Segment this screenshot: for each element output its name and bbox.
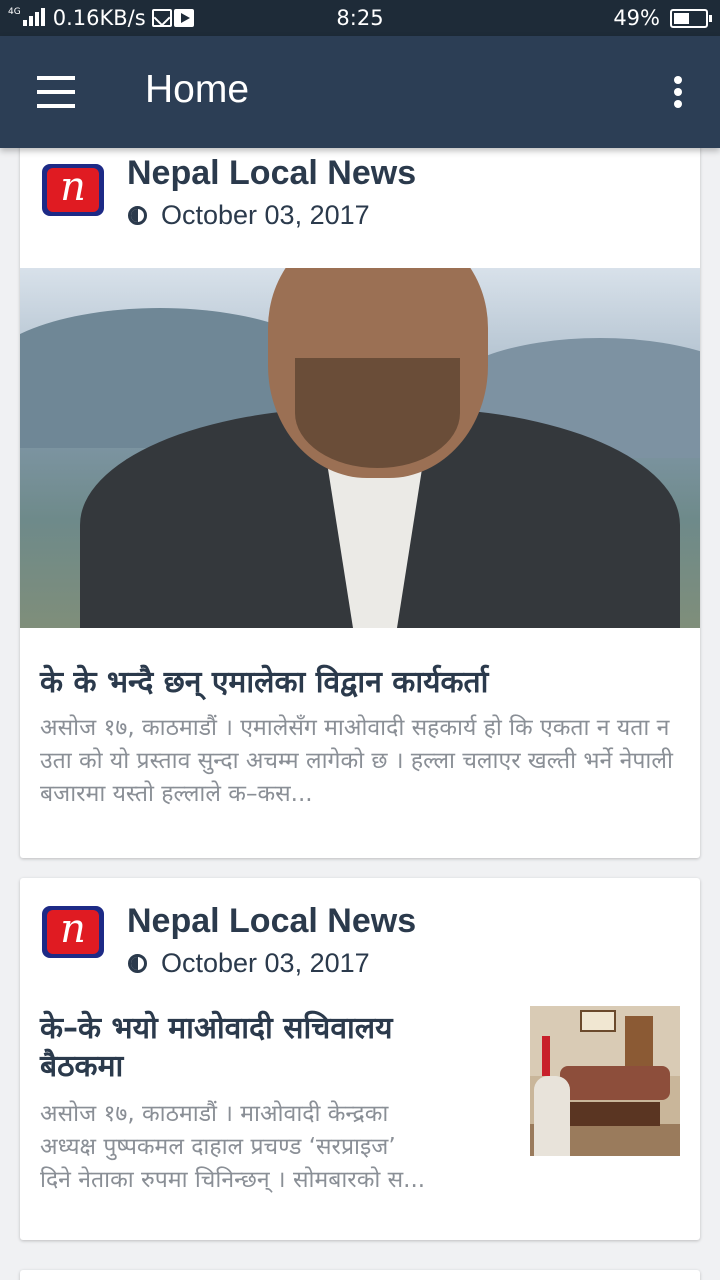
app-bar bbox=[0, 36, 720, 148]
thumb-sofa bbox=[560, 1066, 670, 1100]
status-bar bbox=[0, 0, 720, 36]
more-vertical-icon[interactable] bbox=[658, 66, 698, 118]
clock: 8:25 bbox=[336, 6, 384, 30]
battery-fill bbox=[674, 13, 689, 24]
article-thumbnail[interactable] bbox=[530, 1006, 680, 1156]
hero-beard bbox=[295, 358, 460, 468]
source-logo-icon bbox=[42, 906, 104, 958]
excerpt-line: अध्यक्ष पुष्पकमल दाहाल प्रचण्ड ‘सरप्राइज’ bbox=[40, 1134, 396, 1160]
clock-icon bbox=[128, 206, 147, 225]
article-headline[interactable] bbox=[40, 1010, 393, 1086]
page-title: Home bbox=[145, 68, 250, 111]
source-name[interactable]: Nepal Local News bbox=[127, 902, 417, 940]
article-headline[interactable]: के के भन्दै छन् एमालेका विद्वान कार्यकर्ता bbox=[40, 665, 489, 700]
headline-line: के–के भयो माओवादी सचिवालय bbox=[40, 1011, 393, 1046]
date-row bbox=[128, 200, 370, 231]
headline-line: बैठकमा bbox=[40, 1049, 124, 1084]
date-row bbox=[128, 948, 370, 979]
post-date: October 03, 2017 bbox=[161, 948, 370, 978]
article-excerpt: असोज १७, काठमाडौं । एमालेसँग माओवादी सहकार्य हो कि एकता न यता न उता को यो प्रस्ताव सुन्दा अचम्म लागेको छ । हल्ला चलाएर खल्ती भर्ने नेपाली बजारमा यस्तो हल्लाले क–कस... bbox=[40, 715, 673, 807]
status-right bbox=[613, 0, 708, 36]
news-card[interactable] bbox=[20, 1270, 700, 1280]
network-type: 4G bbox=[8, 6, 21, 17]
source-logo-icon bbox=[42, 164, 104, 216]
source-name[interactable]: Nepal Local News bbox=[127, 154, 417, 192]
article-excerpt bbox=[40, 1098, 510, 1197]
news-feed[interactable] bbox=[0, 148, 720, 1280]
excerpt-line: असोज १७, काठमाडौं । माओवादी केन्द्रका bbox=[40, 1101, 389, 1127]
thumb-table bbox=[570, 1102, 660, 1126]
battery-icon bbox=[670, 9, 708, 28]
battery-percent: 49% bbox=[613, 6, 660, 30]
thumb-person bbox=[534, 1076, 570, 1156]
news-card[interactable] bbox=[20, 878, 700, 1240]
logo-letter: n bbox=[47, 910, 99, 954]
excerpt-line: दिने नेताका रुपमा चिनिन्छन् । सोमबारको स... bbox=[40, 1167, 426, 1193]
article-hero-image[interactable] bbox=[20, 268, 700, 628]
thumb-picture bbox=[580, 1010, 616, 1032]
hamburger-menu-icon[interactable] bbox=[30, 66, 82, 118]
thumb-flag bbox=[542, 1036, 550, 1076]
news-card[interactable] bbox=[20, 148, 700, 858]
clock-icon bbox=[128, 954, 147, 973]
logo-letter: n bbox=[47, 168, 99, 212]
post-date: October 03, 2017 bbox=[161, 200, 370, 230]
network-speed: 0.16KB/s bbox=[52, 6, 146, 30]
